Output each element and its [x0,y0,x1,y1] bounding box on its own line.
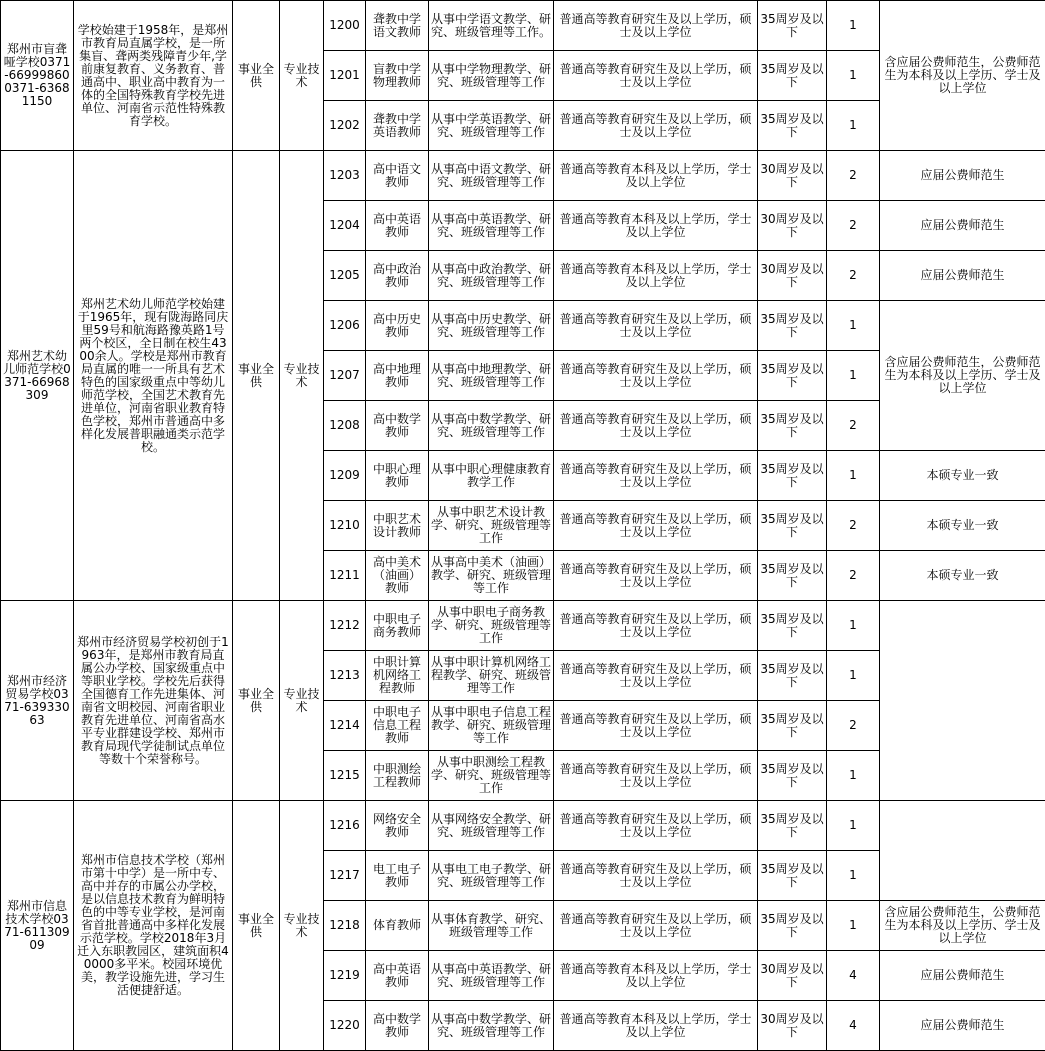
duty-cell: 从事中职艺术设计教学、研究、班级管理等工作 [429,501,554,551]
remarks-cell: 本硕专业一致 [880,451,1045,501]
funding-cell: 事业全供 [233,601,280,801]
duty-cell: 从事高中语文教学、研究、班级管理等工作 [429,151,554,201]
duty-cell: 从事中职计算机网络工程教学、研究、班级管理等工作 [429,651,554,701]
post-code-cell: 1211 [324,551,366,601]
education-cell: 普通高等教育研究生及以上学历，硕士及以上学位 [554,751,758,801]
remarks-cell: 本硕专业一致 [880,551,1045,601]
post-name-cell: 网络安全教师 [366,801,429,851]
post-code-cell: 1217 [324,851,366,901]
remarks-cell: 应届公费师范生 [880,151,1045,201]
age-cell: 35周岁及以下 [758,401,827,451]
post-code-cell: 1216 [324,801,366,851]
post-name-cell: 电工电子教师 [366,851,429,901]
post-code-cell: 1206 [324,301,366,351]
post-code-cell: 1218 [324,901,366,951]
post-name-cell: 高中数学教师 [366,401,429,451]
post-code-cell: 1219 [324,951,366,1001]
age-cell: 35周岁及以下 [758,501,827,551]
post-category-cell: 专业技术 [280,1,324,151]
duty-cell: 从事高中美术（油画）教学、研究、班级管理等工作 [429,551,554,601]
post-name-cell: 体育教师 [366,901,429,951]
headcount-cell: 2 [827,151,880,201]
education-cell: 普通高等教育研究生及以上学历，硕士及以上学位 [554,351,758,401]
unit-intro-cell: 郑州市经济贸易学校初创于1963年，是郑州市教育局直属公办学校、国家级重点中等职业学校。学校先后获得全国德育工作先进集体、河南省文明校园、河南省职业教育先进单位、河南省高水平专业群建设学校、郑州市教育局现代学徒制试点单位等数十个荣誉称号。 [74,601,233,801]
unit-intro-cell: 郑州艺术幼儿师范学校始建于1965年，现有陇海路同庆里59号和航海路豫英路1号两个校区，全日制在校生4300余人。学校是郑州市教育局直属的唯一一所具有艺术特色的国家级重点中等幼儿师范学校，全国艺术教育先进单位，河南省职业教育特色学校，郑州市普通高中多样化发展普职融通类示范学校。 [74,151,233,601]
headcount-cell: 1 [827,301,880,351]
age-cell: 35周岁及以下 [758,851,827,901]
age-cell: 35周岁及以下 [758,601,827,651]
education-cell: 普通高等教育研究生及以上学历，硕士及以上学位 [554,101,758,151]
headcount-cell: 1 [827,1,880,51]
post-name-cell: 高中历史教师 [366,301,429,351]
post-name-cell: 中职艺术设计教师 [366,501,429,551]
age-cell: 30周岁及以下 [758,201,827,251]
remarks-cell: 本硕专业一致 [880,501,1045,551]
headcount-cell: 2 [827,401,880,451]
post-name-cell: 聋教中学语文教师 [366,1,429,51]
education-cell: 普通高等教育研究生及以上学历，硕士及以上学位 [554,701,758,751]
duty-cell: 从事中学语文教学、研究、班级管理等工作。 [429,1,554,51]
duty-cell: 从事中职测绘工程教学、研究、班级管理等工作 [429,751,554,801]
age-cell: 35周岁及以下 [758,451,827,501]
post-name-cell: 中职计算机网络工程教师 [366,651,429,701]
post-code-cell: 1213 [324,651,366,701]
headcount-cell: 2 [827,501,880,551]
duty-cell: 从事体育教学、研究、班级管理等工作 [429,901,554,951]
post-name-cell: 高中美术（油画）教师 [366,551,429,601]
post-code-cell: 1205 [324,251,366,301]
headcount-cell: 1 [827,651,880,701]
post-name-cell: 中职电子商务教师 [366,601,429,651]
post-category-cell: 专业技术 [280,601,324,801]
post-name-cell: 高中数学教师 [366,1001,429,1051]
age-cell: 30周岁及以下 [758,1001,827,1051]
headcount-cell: 4 [827,1001,880,1051]
education-cell: 普通高等教育研究生及以上学历，硕士及以上学位 [554,851,758,901]
post-code-cell: 1214 [324,701,366,751]
headcount-cell: 1 [827,851,880,901]
duty-cell: 从事高中地理教学、研究、班级管理等工作 [429,351,554,401]
post-name-cell: 中职测绘工程教师 [366,751,429,801]
age-cell: 35周岁及以下 [758,901,827,951]
age-cell: 35周岁及以下 [758,551,827,601]
remarks-cell [880,801,1045,901]
headcount-cell: 2 [827,201,880,251]
unit-name-cell: 郑州艺术幼儿师范学校0371-66968309 [1,151,74,601]
age-cell: 30周岁及以下 [758,951,827,1001]
education-cell: 普通高等教育研究生及以上学历，硕士及以上学位 [554,501,758,551]
duty-cell: 从事中学物理教学、研究、班级管理等工作 [429,51,554,101]
post-code-cell: 1204 [324,201,366,251]
post-name-cell: 中职心理教师 [366,451,429,501]
education-cell: 普通高等教育研究生及以上学历，硕士及以上学位 [554,401,758,451]
education-cell: 普通高等教育本科及以上学历，学士及以上学位 [554,151,758,201]
headcount-cell: 4 [827,951,880,1001]
education-cell: 普通高等教育研究生及以上学历，硕士及以上学位 [554,301,758,351]
remarks-cell: 应届公费师范生 [880,201,1045,251]
post-name-cell: 高中英语教师 [366,201,429,251]
remarks-cell: 含应届公费师范生，公费师范生为本科及以上学历、学士及以上学位 [880,901,1045,951]
age-cell: 35周岁及以下 [758,651,827,701]
headcount-cell: 1 [827,101,880,151]
post-name-cell: 盲教中学物理教师 [366,51,429,101]
headcount-cell: 1 [827,351,880,401]
unit-intro-cell: 郑州市信息技术学校（郑州市第十中学）是一所中专、高中并存的市属公办学校，是以信息技术教育为鲜明特色的中等专业学校，是河南省首批普通高中多样化发展示范学校。学校2018年3月迁入东职教园区，建筑面积40000多平米。校园环境优美，教学设施先进，学习生活便捷舒适。 [74,801,233,1051]
post-name-cell: 高中英语教师 [366,951,429,1001]
post-name-cell: 高中语文教师 [366,151,429,201]
remarks-cell: 应届公费师范生 [880,251,1045,301]
headcount-cell: 1 [827,801,880,851]
age-cell: 35周岁及以下 [758,1,827,51]
age-cell: 30周岁及以下 [758,151,827,201]
duty-cell: 从事高中政治教学、研究、班级管理等工作 [429,251,554,301]
headcount-cell: 1 [827,601,880,651]
table-row [1,1,1045,51]
education-cell: 普通高等教育研究生及以上学历，硕士及以上学位 [554,601,758,651]
duty-cell: 从事中学英语教学、研究、班级管理等工作 [429,101,554,151]
age-cell: 35周岁及以下 [758,351,827,401]
post-name-cell: 高中政治教师 [366,251,429,301]
education-cell: 普通高等教育研究生及以上学历，硕士及以上学位 [554,451,758,501]
duty-cell: 从事电工电子教学、研究、班级管理等工作 [429,851,554,901]
remarks-cell: 应届公费师范生 [880,951,1045,1001]
headcount-cell: 1 [827,51,880,101]
headcount-cell: 1 [827,451,880,501]
age-cell: 35周岁及以下 [758,51,827,101]
funding-cell: 事业全供 [233,151,280,601]
table-row [1,151,1045,201]
post-code-cell: 1200 [324,1,366,51]
education-cell: 普通高等教育研究生及以上学历，硕士及以上学位 [554,901,758,951]
headcount-cell: 2 [827,251,880,301]
post-code-cell: 1212 [324,601,366,651]
unit-name-cell: 郑州市盲聋哑学校0371-66999860 0371-63681150 [1,1,74,151]
post-code-cell: 1207 [324,351,366,401]
headcount-cell: 2 [827,701,880,751]
age-cell: 30周岁及以下 [758,251,827,301]
education-cell: 普通高等教育研究生及以上学历，硕士及以上学位 [554,801,758,851]
age-cell: 35周岁及以下 [758,751,827,801]
unit-name-cell: 郑州市经济贸易学校0371-63933063 [1,601,74,801]
age-cell: 35周岁及以下 [758,301,827,351]
duty-cell: 从事高中数学教学、研究、班级管理等工作 [429,401,554,451]
unit-name-cell: 郑州市信息技术学校0371-61130909 [1,801,74,1051]
table-row [1,601,1045,651]
education-cell: 普通高等教育研究生及以上学历，硕士及以上学位 [554,1,758,51]
post-category-cell: 专业技术 [280,801,324,1051]
age-cell: 35周岁及以下 [758,101,827,151]
post-code-cell: 1201 [324,51,366,101]
remarks-cell: 含应届公费师范生，公费师范生为本科及以上学历、学士及以上学位 [880,1,1045,151]
education-cell: 普通高等教育本科及以上学历，学士及以上学位 [554,251,758,301]
unit-intro-cell: 学校始建于1958年，是郑州市教育局直属学校，是一所集盲、聋两类残障青少年,学前康复教育、义务教育、普通高中、职业高中教育为一体的全国特殊教育学校先进单位、河南省示范性特殊教育学校。 [74,1,233,151]
age-cell: 35周岁及以下 [758,701,827,751]
education-cell: 普通高等教育本科及以上学历，学士及以上学位 [554,951,758,1001]
post-category-cell: 专业技术 [280,151,324,601]
table-row [1,801,1045,851]
post-code-cell: 1210 [324,501,366,551]
post-code-cell: 1209 [324,451,366,501]
duty-cell: 从事高中英语教学、研究、班级管理等工作 [429,201,554,251]
age-cell: 35周岁及以下 [758,801,827,851]
duty-cell: 从事高中数学教学、研究、班级管理等工作 [429,1001,554,1051]
education-cell: 普通高等教育研究生及以上学历，硕士及以上学位 [554,51,758,101]
headcount-cell: 1 [827,751,880,801]
duty-cell: 从事中职心理健康教育教学工作 [429,451,554,501]
education-cell: 普通高等教育本科及以上学历，学士及以上学位 [554,201,758,251]
post-code-cell: 1202 [324,101,366,151]
duty-cell: 从事高中历史教学、研究、班级管理等工作 [429,301,554,351]
remarks-cell [880,601,1045,801]
duty-cell: 从事中职电子商务教学、研究、班级管理等工作 [429,601,554,651]
funding-cell: 事业全供 [233,801,280,1051]
funding-cell: 事业全供 [233,1,280,151]
post-code-cell: 1208 [324,401,366,451]
post-name-cell: 高中地理教师 [366,351,429,401]
education-cell: 普通高等教育研究生及以上学历，硕士及以上学位 [554,551,758,601]
headcount-cell: 1 [827,901,880,951]
duty-cell: 从事高中英语教学、研究、班级管理等工作 [429,951,554,1001]
post-code-cell: 1203 [324,151,366,201]
remarks-cell: 含应届公费师范生，公费师范生为本科及以上学历、学士及以上学位 [880,301,1045,451]
education-cell: 普通高等教育本科及以上学历，学士及以上学位 [554,1001,758,1051]
post-name-cell: 中职电子信息工程教师 [366,701,429,751]
duty-cell: 从事中职电子信息工程教学、研究、班级管理等工作 [429,701,554,751]
headcount-cell: 2 [827,551,880,601]
post-code-cell: 1215 [324,751,366,801]
remarks-cell: 应届公费师范生 [880,1001,1045,1051]
post-name-cell: 聋教中学英语教师 [366,101,429,151]
post-code-cell: 1220 [324,1001,366,1051]
duty-cell: 从事网络安全教学、研究、班级管理等工作 [429,801,554,851]
education-cell: 普通高等教育研究生及以上学历，硕士及以上学位 [554,651,758,701]
